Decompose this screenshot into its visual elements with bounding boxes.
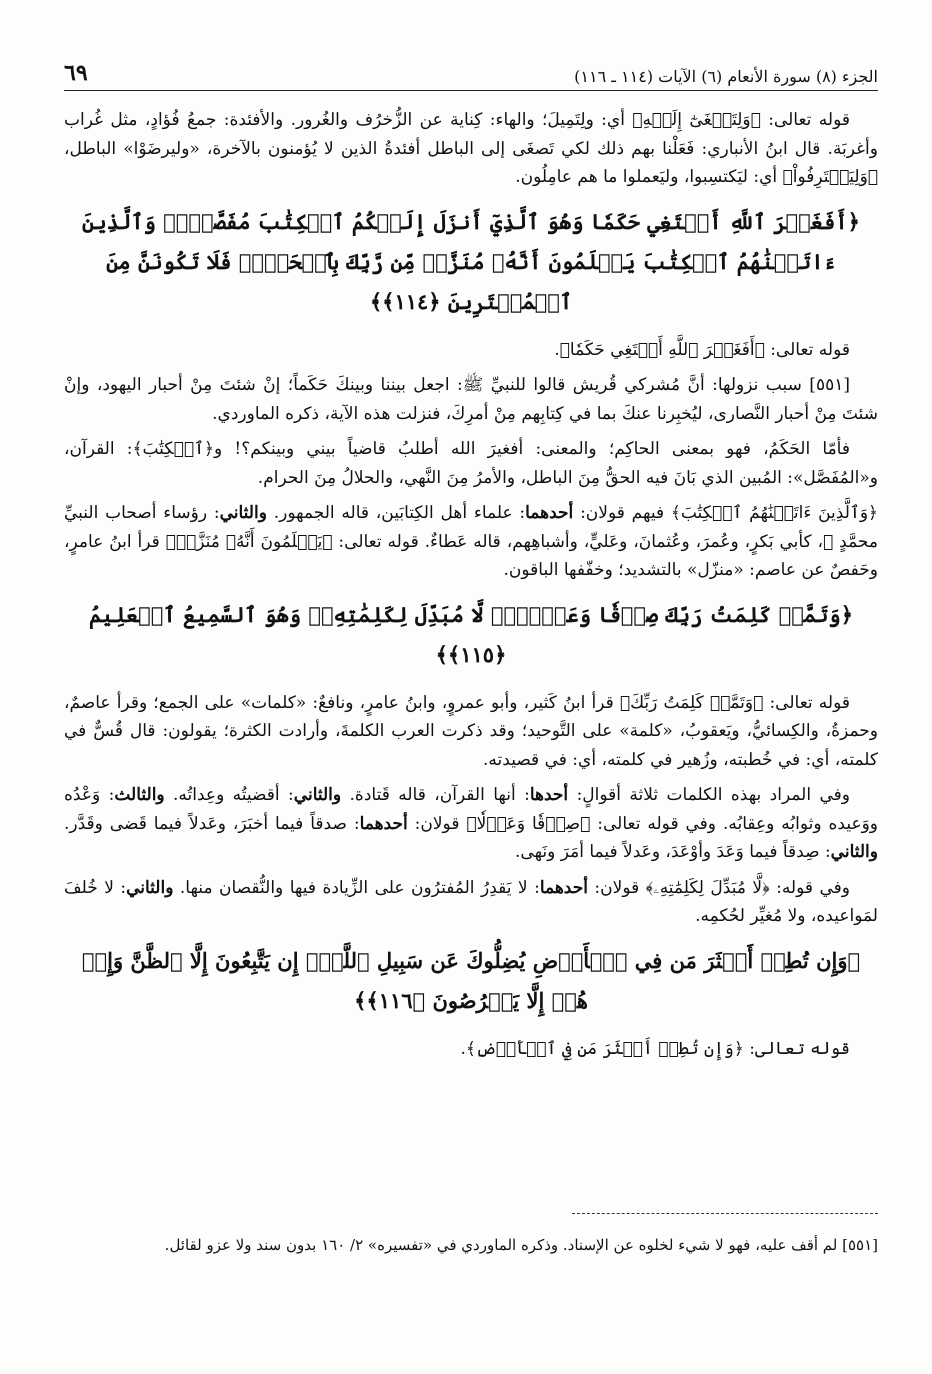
quran-verse-116: ﴿وَإِن تُطِعۡ أَكۡثَرَ مَن فِي ٱلۡأَرۡضِ يُضِلُّوكَ عَن سَبِيلِ ٱللَّهِۚ إِن يَتَّبِعُونَ إِلَّا ٱلظَّنَّ وَإِنۡ هُمۡ إِلَّا يَخۡرُصُونَ ﴿١١٦﴾﴾ xyxy=(81,947,861,1013)
page xyxy=(64,0,878,1374)
bold-label: والثاني xyxy=(830,842,878,862)
paragraph: قوله تعالى: ﴿وَإِن تُطِعۡ أَكۡثَرَ مَن فِي ٱلۡأَرۡضِ﴾. xyxy=(460,1038,850,1059)
bold-label: والثاني xyxy=(219,503,267,523)
paragraph: قوله تعالى: ﴿أَفَغَيۡرَ ٱللَّهِ أَبۡتَغِي حَكَمٗا﴾. xyxy=(554,339,850,360)
bold-label: أحدهما xyxy=(539,877,588,898)
text-run: : وَعْدُه ووَعيده وثوابُه وعِقابُه. وفي قوله تعالى: ﴿صِدۡقٗا وَعَدۡلٗا﴾ قولان: xyxy=(64,785,879,834)
header-rule xyxy=(64,90,878,91)
text-run: : أنها القرآن، قاله قَتادة. xyxy=(349,785,530,805)
footnote-separator xyxy=(572,1213,878,1214)
quran-verse-115: ﴿وَتَمَّتۡ كَلِمَتُ رَبِّكَ صِدۡقٗا وَعَدۡلٗاۚ لَّا مُبَدِّلَ لِكَلِمَٰتِهِۦۚ وَهُوَ ٱلسَّمِيعُ ٱلۡعَلِيمُ ﴿١١٥﴾﴾ xyxy=(88,601,854,667)
bold-label: والثاني xyxy=(293,785,342,805)
text-run: : صِدقاً فيما وَعَدَ وأوْعَدَ، وعَدلاً فيما أمَرَ ونَهى. xyxy=(515,842,831,862)
bold-label: أحدهما xyxy=(525,503,574,523)
footnote: [٥٥١] لم أقف عليه، فهو لا شيء لخلوه عن الإسناد. وذكره الماوردي في «تفسيره» ٢/ ١٦٠ بدون سند ولا عزو لقائل. xyxy=(164,1236,878,1254)
text-run: : لا خُلفَ لمَواعيده، ولا مُغيِّر لحُكمِه. xyxy=(64,877,878,926)
main-text xyxy=(64,106,878,1070)
bold-label: أحدها xyxy=(529,785,569,805)
text-run: ﴿وَٱلَّذِينَ ءَاتَيۡنَٰهُمُ ٱلۡكِتَٰبَ﴾ فيهم قولان: xyxy=(580,503,879,523)
text-run: وفي قوله: ﴿لَّا مُبَدِّلَ لِكَلِمَٰتِهِۦ﴾ قولان: xyxy=(594,877,850,898)
page-header xyxy=(64,46,878,86)
bold-label: أحدهما xyxy=(359,813,408,834)
bold-label: والثاني xyxy=(126,877,174,898)
paragraph xyxy=(64,874,878,931)
text-run: وفي المراد بهذه الكلمات ثلاثة أقوالٍ: xyxy=(576,785,851,805)
page-number: ٦٩ xyxy=(64,60,88,86)
paragraph xyxy=(64,499,878,585)
paragraph xyxy=(64,781,878,867)
paragraph: [٥٥١] سبب نزولها: أنَّ مُشركي قُريش قالوا للنبيِّ ﷺ: اجعل بيننا وبينكَ حَكَماً؛ إنْ شئتَ مِنْ أحبار اليهود، وإنْ شئتَ مِنْ أحبار النَّصارى، ليُخبِرنا عنكَ بما في كِتابِهم مِنْ أمرِكَ، فنزلت هذه الآية، ذكره الماوردي. xyxy=(64,375,878,424)
text-run: : صدقاً فيما أخبَرَ، وعَدلاً فيما قَضى وقَدَّر. xyxy=(64,813,360,834)
text-run: : علماء أهل الكِتابَين، قاله الجمهور. xyxy=(273,503,526,523)
paragraph: قوله تعالى: ﴿وَتَمَّتۡ كَلِمَتُ رَبِّكَ﴾ قرأ ابنُ كَثير، وأبو عمروٍ، وابنُ عامرٍ، ونافعٌ: «كلمات» على الجمع؛ وقرأ عاصمٌ، وحمزةُ، والكِسائيُّ، ويَعقوبُ، «كلمة» على التَّوحيد؛ وقد ذكرت العرب الكلمةَ، وأرادت الكثرة؛ يقولون: قال قُسٌّ في كلمته، أي: في خُطبته، وزُهير في كلمته، أي: في قصيدته. xyxy=(64,692,878,770)
text-run: : رؤساء أصحاب النبيِّ محمَّدٍ ﷺ، كأبي بَكرٍ، وعُمرَ، وعُثمانَ، وعَليٍّ، وأشباهِهم، قاله عَطاءٌ. قوله تعالى: ﴿يَعۡلَمُونَ أَنَّهُۥ مُنَزَّلٞ﴾ قرأ ابنُ عامرٍ، وحَفصٌ عن عاصم: «منزّل» بالتشديد؛ وخفّفها الباقون. xyxy=(64,503,878,580)
bold-label: والثالث xyxy=(114,785,165,805)
running-title: الجزء (٨) سورة الأنعام (٦) الآيات (١١٤ ـ ١١٦) xyxy=(574,67,878,86)
quran-verse-114: ﴿أَفَغَيۡرَ ٱللَّهِ أَبۡتَغِي حَكَمٗا وَهُوَ ٱلَّذِيٓ أَنزَلَ إِلَيۡكُمُ ٱلۡكِتَٰبَ مُفَصَّلٗاۚ وَٱلَّذِينَ ءَاتَيۡنَٰهُمُ ٱلۡكِتَٰبَ يَعۡلَمُونَ أَنَّهُۥ مُنَزَّلٞ مِّن رَّبِّكَ بِٱلۡحَقِّۖ فَلَا تَكُونَنَّ مِنَ ٱلۡمُمۡتَرِينَ ﴿١١٤﴾﴾ xyxy=(82,208,860,314)
text-run: : لا يَقدِرُ المُفترُون على الزِّيادة فيها والنُّقصان منها. xyxy=(179,877,540,898)
text-run: : أقضيتُه وعِداتُه. xyxy=(173,785,294,805)
paragraph: قوله تعالى: ﴿وَلِتَصۡغَىٰٓ إِلَيۡهِ﴾ أي: ولِتَمِيلَ؛ والهاء: كِناية عن الزُّخرُف والغُرور. والأفئدة: جمعُ فُؤادٍ، مثل غُراب وأغربَة. قال ابنُ الأنباري: فَعَلْنا بهم ذلك لكي تَصغَى إلى الباطل أفئدةُ الذين لا يُؤمنون بالآخرة، «وليرضَوْا» الباطل، ﴿وَلِيَقۡتَرِفُواْ﴾ أي: ليَكتسِبوا، وليَعملوا ما هم عامِلُون. xyxy=(64,110,878,187)
paragraph: فأمّا الحَكَمُ، فهو بمعنى الحاكِم؛ والمعنى: أفغيرَ الله أطلبُ قاضياً بيني وبينكم؟! و﴿ٱلۡكِتَٰبَ﴾: القرآن، و«المُفَصَّل»: المُبين الذي بَانَ فيه الحقُّ مِنَ الباطل، والأمرُ مِنَ النَّهي، والحلالُ مِنَ الحرام. xyxy=(64,439,878,488)
